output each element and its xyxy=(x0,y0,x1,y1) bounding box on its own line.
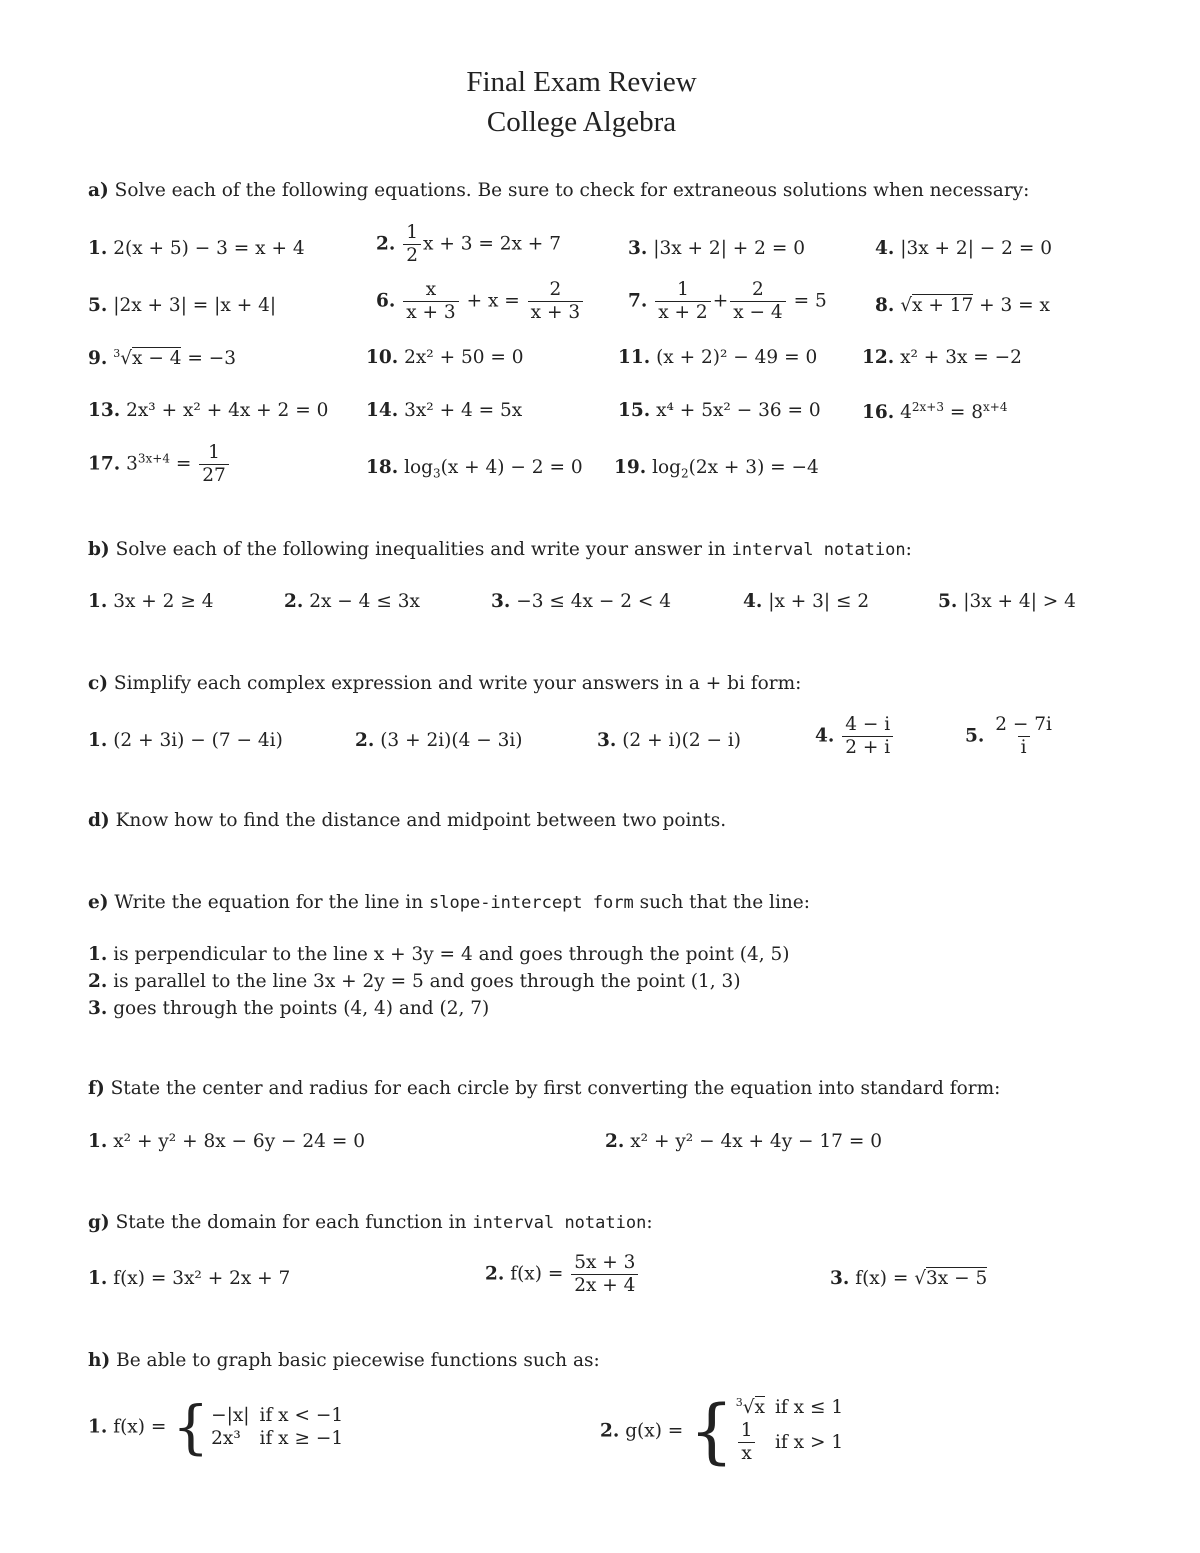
problem-b3: 3. −3 ≤ 4x − 2 < 4 xyxy=(491,591,672,612)
problem-a9: 9. $^3$√x − 4 = −3 xyxy=(88,347,237,370)
problem-a4: 4. |3x + 2| − 2 = 0 xyxy=(875,238,1052,259)
piecewise-cases-2: $^3$√x if x ≤ 1 $\frac{1}{x}$ if x > 1 xyxy=(735,1396,844,1465)
problem-c1: 1. (2 + 3i) − (7 − 4i) xyxy=(88,730,283,751)
problem-h1: 1. f(x) = { −|x| if x < −1 2x³ if x ≥ −1 xyxy=(88,1398,351,1456)
problem-a8: 8. √x + 17 + 3 = x xyxy=(875,295,1050,316)
section-d-heading: d) Know how to find the distance and midpoint between two points. xyxy=(88,810,727,831)
problem-a11: 11. (x + 2)² − 49 = 0 xyxy=(618,347,818,368)
problem-a12: 12. x² + 3x = −2 xyxy=(862,347,1022,368)
problem-b2: 2. 2x − 4 ≤ 3x xyxy=(284,591,420,612)
section-b-heading: b) Solve each of the following inequalities and write your answer in interval notation: xyxy=(88,539,912,560)
problem-b4: 4. |x + 3| ≤ 2 xyxy=(743,591,870,612)
problem-g2: 2. f(x) = $\frac{5x + 3}{2x + 4}$ xyxy=(485,1252,640,1297)
piecewise-cases-1: −|x| if x < −1 2x³ if x ≥ −1 xyxy=(211,1405,344,1449)
problem-f1: 1. x² + y² + 8x − 6y − 24 = 0 xyxy=(88,1131,365,1152)
section-c-heading: c) Simplify each complex expression and write your answers in a + bi form: xyxy=(88,673,802,694)
problem-a5: 5. |2x + 3| = |x + 4| xyxy=(88,295,277,316)
problem-a2: 2. $\frac{1}{2}$ x + 3 = 2x + 7 xyxy=(376,222,561,267)
section-h-heading: h) Be able to graph basic piecewise functions such as: xyxy=(88,1350,600,1371)
problem-h2: 2. g(x) = { $^3$√x if x ≤ 1 $\frac{1}{x}$ if x > 1 xyxy=(600,1395,851,1467)
problem-e2: 2. is parallel to the line 3x + 2y = 5 and goes through the point (1, 3) xyxy=(88,971,741,992)
problem-a7: 7. $\frac{1}{x + 2}$ + $\frac{2}{x - 4}$ = 5 xyxy=(628,279,827,324)
left-brace-icon: { xyxy=(172,1393,210,1461)
problem-b1: 1. 3x + 2 ≥ 4 xyxy=(88,591,214,612)
problem-a16: 16. $4^{2x+3} = 8^{x+4}$ xyxy=(862,400,1008,424)
section-f-heading: f) State the center and radius for each circle by first converting the equation into standard form: xyxy=(88,1078,1001,1099)
section-e-heading: e) Write the equation for the line in slope-intercept form such that the line: xyxy=(88,892,810,913)
problem-e1: 1. is perpendicular to the line x + 3y = 4 and goes through the point (4, 5) xyxy=(88,944,790,965)
left-brace-icon: { xyxy=(689,1389,734,1472)
problem-a14: 14. 3x² + 4 = 5x xyxy=(366,400,523,421)
problem-g3: 3. f(x) = √3x − 5 xyxy=(830,1268,988,1289)
problem-a3: 3. |3x + 2| + 2 = 0 xyxy=(628,238,805,259)
section-g-heading: g) State the domain for each function in interval notation: xyxy=(88,1212,653,1233)
problem-c3: 3. (2 + i)(2 − i) xyxy=(597,730,741,751)
problem-a18: 18. $\log_3(x + 4) - 2 = 0$ xyxy=(366,457,583,481)
problem-g1: 1. f(x) = 3x² + 2x + 7 xyxy=(88,1268,291,1289)
problem-a19: 19. $\log_2(2x + 3) = -4$ xyxy=(614,457,819,481)
problem-b5: 5. |3x + 4| > 4 xyxy=(938,591,1076,612)
problem-a6: 6. $\frac{x}{x + 3}$ + x = $\frac{2}{x + 3}$ xyxy=(376,279,585,324)
problem-a1: 1. 2(x + 5) − 3 = x + 4 xyxy=(88,238,305,259)
problem-c5: 5. $\frac{2 - 7i}{i}$ xyxy=(965,714,1052,759)
problem-f2: 2. x² + y² − 4x + 4y − 17 = 0 xyxy=(605,1131,882,1152)
problem-a10: 10. 2x² + 50 = 0 xyxy=(366,347,524,368)
problem-a15: 15. x⁴ + 5x² − 36 = 0 xyxy=(618,400,821,421)
problem-c4: 4. $\frac{4 - i}{2 + i}$ xyxy=(815,714,895,759)
problem-e3: 3. goes through the points (4, 4) and (2, 7) xyxy=(88,998,490,1019)
problem-a17: 17. $3^{3x+4}$ = $\frac{1}{27}$ xyxy=(88,442,231,487)
title-line-1: Final Exam Review xyxy=(466,66,697,98)
problem-a13: 13. 2x³ + x² + 4x + 2 = 0 xyxy=(88,400,329,421)
section-a-heading: a) Solve each of the following equations. Be sure to check for extraneous solutions when necessary: xyxy=(88,180,1030,201)
problem-c2: 2. (3 + 2i)(4 − 3i) xyxy=(355,730,523,751)
title-line-2: College Algebra xyxy=(486,106,677,138)
